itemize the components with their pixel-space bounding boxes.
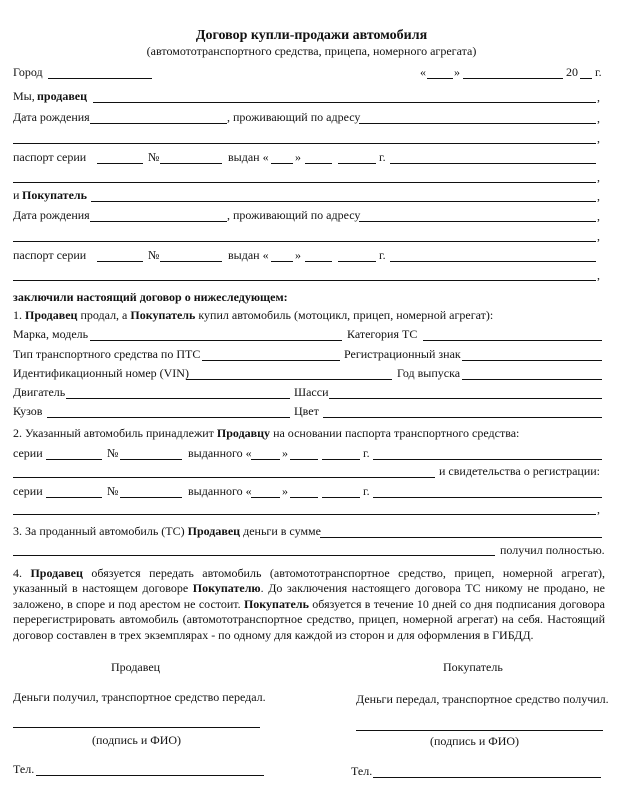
buyer-issued-label: выдан «: [228, 248, 269, 262]
cert-issued-year-field[interactable]: [322, 497, 360, 498]
reg-field[interactable]: [462, 360, 602, 361]
buyer-signature-caption: (подпись и ФИО): [430, 734, 520, 748]
concluded-heading: заключили настоящий договор о нижеследующем:: [13, 290, 288, 304]
buyer-birth-label: Дата рождения: [13, 208, 90, 222]
chassis-field[interactable]: [329, 398, 602, 399]
comma: ,: [597, 502, 600, 516]
seller-name-field[interactable]: [93, 102, 596, 103]
comma: ,: [597, 170, 600, 184]
cert-issued-month-field[interactable]: [290, 497, 318, 498]
seller-issued-by-field[interactable]: [390, 163, 596, 164]
pts-number-field[interactable]: [120, 459, 182, 460]
pts-issued-by-field[interactable]: [373, 459, 602, 460]
year-label: Год выпуска: [397, 366, 461, 380]
seller-issued-label: выдан «: [228, 150, 269, 164]
seller-signature-line[interactable]: [13, 727, 260, 728]
city-field[interactable]: [48, 78, 152, 79]
seller-issued-quote: »: [295, 150, 301, 164]
buyer-g-label: г.: [379, 248, 386, 262]
date-quote-close: »: [454, 65, 460, 79]
category-field[interactable]: [423, 340, 602, 341]
clause-2-text1: 2. Указанный автомобиль принадлежит: [13, 426, 214, 440]
buyer-passport-series-field[interactable]: [97, 261, 143, 262]
color-field[interactable]: [323, 417, 602, 418]
pts-issued-year-field[interactable]: [322, 459, 360, 460]
seller-signature-caption: (подпись и ФИО): [92, 733, 182, 747]
seller-birth-label: Дата рождения: [13, 110, 90, 124]
engine-field[interactable]: [66, 398, 290, 399]
date-month-field[interactable]: [463, 78, 563, 79]
comma: ,: [597, 229, 600, 243]
cert-issued-label: выданного «: [188, 484, 252, 498]
cert-series-label: серии: [13, 484, 43, 498]
clause-3-text1: 3. За проданный автомобиль (ТС): [13, 524, 185, 538]
clause-1-buyer: Покупатель: [130, 308, 196, 322]
seller-residing-label: , проживающий по адресу: [227, 110, 361, 124]
seller-issued-year-field[interactable]: [338, 163, 376, 164]
buyer-birth-field[interactable]: [90, 221, 227, 222]
clause-3-seller: Продавец: [187, 524, 241, 538]
seller-address-field-2[interactable]: [13, 143, 596, 144]
cert-issued-quote: »: [282, 484, 288, 498]
clause-1-num: 1.: [13, 308, 22, 322]
body-field[interactable]: [47, 417, 290, 418]
clause-4-t1: обязуется передать автомобиль (автомототранспортное средство, прицеп, номерной агрегат), указанный в настоящем договоре: [13, 566, 606, 596]
make-label: Марка, модель: [13, 327, 89, 341]
buyer-number-label: №: [148, 248, 160, 262]
pts-issued-month-field[interactable]: [290, 459, 318, 460]
buyer-issued-year-field[interactable]: [338, 261, 376, 262]
seller-issued-by-field-2[interactable]: [13, 182, 596, 183]
category-label: Категория ТС: [347, 327, 418, 341]
clause-1-rest: купил автомобиль (мотоцикл, прицеп, номерной агрегат):: [198, 308, 494, 322]
seller-address-field[interactable]: [359, 123, 596, 124]
buyer-residing-label: , проживающий по адресу: [227, 208, 361, 222]
seller-signature-title: Продавец: [111, 660, 161, 674]
clause-3-text2: деньги в сумме: [243, 524, 321, 538]
type-field[interactable]: [202, 360, 340, 361]
clause-4-seller: Продавец: [30, 566, 83, 580]
buyer-phone-label: Тел.: [351, 764, 373, 778]
clause-4-buyer-dat: Покупателю: [192, 581, 261, 596]
date-day-field[interactable]: [427, 78, 453, 79]
clause-1-seller: Продавец: [25, 308, 78, 322]
buyer-phone-field[interactable]: [373, 777, 601, 778]
pts-issued-day-field[interactable]: [251, 459, 280, 460]
pts-g-label: г.: [363, 446, 370, 460]
buyer-label: Покупатель: [22, 188, 87, 202]
chassis-label: Шасси: [294, 385, 329, 399]
seller-passport-number-field[interactable]: [160, 163, 222, 164]
buyer-issued-by-field[interactable]: [390, 261, 596, 262]
document-title: Договор купли-продажи автомобиля: [195, 28, 428, 43]
cert-number-label: №: [107, 484, 119, 498]
pts-issued-label: выданного «: [188, 446, 252, 460]
buyer-address-field-2[interactable]: [13, 241, 596, 242]
buyer-issued-day-field[interactable]: [271, 261, 293, 262]
we-label: Мы,: [13, 89, 35, 103]
date-year-prefix: 20: [566, 65, 578, 79]
clause-1-text: [13, 308, 493, 322]
date-year-suffix: г.: [595, 65, 602, 79]
clause-4-buyer: Покупатель: [243, 596, 309, 611]
seller-birth-field[interactable]: [90, 123, 227, 124]
seller-phone-label: Тел.: [13, 762, 35, 776]
reg-cert-label: и свидетельства о регистрации:: [439, 464, 601, 478]
make-field[interactable]: [90, 340, 342, 341]
buyer-address-field[interactable]: [359, 221, 596, 222]
clause-1-sold: продал, а: [80, 308, 128, 322]
seller-passport-series-field[interactable]: [97, 163, 143, 164]
color-label: Цвет: [294, 404, 319, 418]
cert-number-field[interactable]: [120, 497, 182, 498]
pts-series-field[interactable]: [46, 459, 102, 460]
clause-4-text: [13, 566, 605, 643]
type-label: Тип транспортного средства по ПТС: [13, 347, 201, 361]
buyer-signature-title: Покупатель: [443, 660, 503, 674]
seller-label: продавец: [37, 89, 88, 103]
clause-2-text: [13, 426, 519, 440]
seller-issued-month-field[interactable]: [305, 163, 332, 164]
buyer-issued-quote: »: [295, 248, 301, 262]
cert-g-label: г.: [363, 484, 370, 498]
buyer-passport-number-field[interactable]: [160, 261, 222, 262]
buyer-issued-month-field[interactable]: [305, 261, 332, 262]
and-label: и: [13, 188, 20, 202]
cert-issued-by-field[interactable]: [373, 497, 602, 498]
date-quote-open: «: [420, 65, 426, 79]
year-field[interactable]: [462, 379, 602, 380]
clause-4-num: 4.: [13, 566, 22, 580]
clause-2-text2: на основании паспорта транспортного средства:: [273, 426, 520, 440]
comma: ,: [597, 111, 600, 125]
seller-issued-day-field[interactable]: [271, 163, 293, 164]
seller-signature-note: Деньги получил, транспортное средство передал.: [13, 690, 266, 704]
amount-field[interactable]: [320, 537, 602, 538]
vin-field[interactable]: [186, 379, 392, 380]
cert-series-field[interactable]: [46, 497, 102, 498]
seller-g-label: г.: [379, 150, 386, 164]
seller-phone-field[interactable]: [36, 775, 264, 776]
comma: ,: [597, 268, 600, 282]
pts-series-label: серии: [13, 446, 43, 460]
clause-4-t3: обязуется в течение 10 дней со дня подписания договора перерегистрировать автомобиль (автомототранспортное средство, прицеп, номерной агрегат) на себя. Настоящий договор составлен в трех экземплярах - по одному для каждой из сторон и для оформления в ГИБДД.: [13, 596, 606, 642]
received-label: получил полностью.: [500, 543, 605, 557]
city-label: Город: [13, 65, 43, 79]
seller-number-label: №: [148, 150, 160, 164]
pts-issued-quote: »: [282, 446, 288, 460]
comma: ,: [597, 131, 600, 145]
cert-issued-day-field[interactable]: [251, 497, 280, 498]
comma: ,: [597, 209, 600, 223]
cert-issued-by-field-2[interactable]: [13, 514, 596, 515]
clause-2-seller: Продавцу: [216, 426, 271, 440]
comma: ,: [597, 90, 600, 104]
clause-4-t2: . До заключения настоящего договора ТС никому не продано, не заложено, в споре и под арестом не состоит.: [13, 581, 605, 611]
buyer-signature-line[interactable]: [356, 730, 603, 731]
buyer-passport-label: паспорт серии: [13, 248, 87, 262]
body-label: Кузов: [13, 404, 43, 418]
vin-label: Идентификационный номер (VIN): [13, 366, 189, 380]
date-year-field[interactable]: [580, 78, 592, 79]
clause-3-text: [13, 524, 321, 538]
buyer-signature-note: Деньги передал, транспортное средство получил.: [356, 692, 609, 706]
amount-words-field[interactable]: [13, 555, 495, 556]
buyer-name-field[interactable]: [91, 201, 596, 202]
buyer-issued-by-field-2[interactable]: [13, 280, 596, 281]
comma: ,: [597, 189, 600, 203]
pts-issued-by-field-2[interactable]: [13, 477, 435, 478]
engine-label: Двигатель: [13, 385, 66, 399]
document-subtitle: (автомототранспортного средства, прицепа, номерного агрегата): [146, 44, 477, 58]
pts-number-label: №: [107, 446, 119, 460]
seller-passport-label: паспорт серии: [13, 150, 87, 164]
reg-label: Регистрационный знак: [344, 347, 461, 361]
